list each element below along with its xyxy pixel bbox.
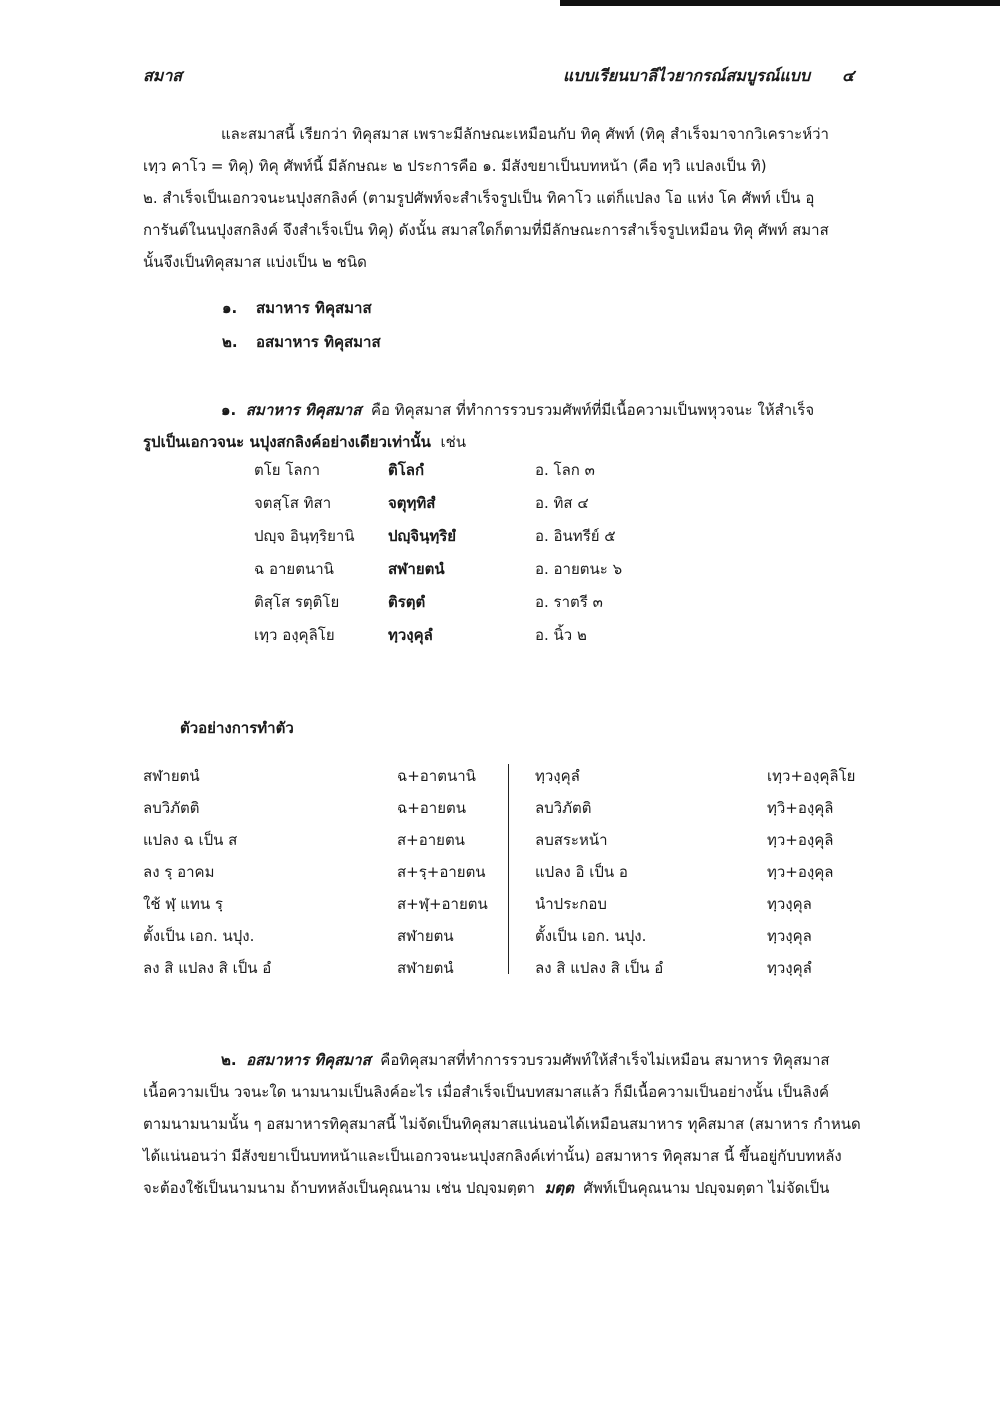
type-label: สมาหาร ทิคุสมาส bbox=[256, 299, 372, 317]
example-result: ติโลกํ bbox=[388, 461, 425, 479]
section1-text: คือ ทิคุสมาส ที่ทำการรวบรวมศัพท์ที่มีเนื้อความเป็นพหุวจนะ ให้สำเร็จ bbox=[370, 401, 815, 419]
derivation-form: ส+อายตน bbox=[397, 831, 465, 849]
type-number: ๒. bbox=[222, 333, 238, 351]
type-list-item bbox=[222, 330, 381, 354]
example-result: ปญฺจินฺทฺริยํ bbox=[388, 527, 457, 545]
example-pali: ติสฺโส รตฺติโย bbox=[254, 593, 340, 611]
section2-text: คือทิคุสมาสที่ทำการรวบรวมศัพท์ให้สำเร็จไม่เหมือน สมาหาร ทิคุสมาส bbox=[380, 1051, 830, 1069]
derivation-form: ฉ+อาตนานิ bbox=[397, 767, 476, 785]
type-label: อสมาหาร ทิคุสมาส bbox=[256, 333, 381, 351]
section2-line: เนื้อความเป็น วจนะใด นามนามเป็นลิงค์อะไร เมื่อสำเร็จเป็นบทสมาสแล้ว ก็มีเนื้อความเป็นอย่างนั้น เป็นลิงค์ bbox=[143, 1083, 830, 1101]
intro-paragraph bbox=[143, 118, 863, 278]
section2-title: อสมาหาร ทิคุสมาส bbox=[246, 1051, 371, 1069]
derivation-step: ใช้ ฬฺ แทน รฺ bbox=[143, 895, 223, 913]
derivation-form: ส+ฬฺ+อายตน bbox=[397, 895, 488, 913]
derivation-form: สฬายตนํ bbox=[397, 959, 454, 977]
example-pali: จตสฺโส ทิสา bbox=[254, 494, 332, 512]
section2-line: ได้แน่นอนว่า มีสังขยาเป็นบทหน้าและเป็นเอกวจนะนปุงสกลิงค์เท่านั้น) อสมาหาร ทิคุสมาส นี้ ขึ้นอยู่กับบทหลัง bbox=[143, 1147, 842, 1165]
derivation-form: ทฺว+องฺคุลิ bbox=[767, 831, 834, 849]
example-pali: ปญฺจ อินฺทฺริยานิ bbox=[254, 527, 355, 545]
example-pali: ฉ อายตนานิ bbox=[254, 560, 334, 578]
derivation-step: ลบสระหน้า bbox=[535, 831, 608, 849]
scan-edge-bar bbox=[560, 0, 1000, 6]
section2-line1 bbox=[143, 1044, 863, 1076]
derivation-form: ทฺวงฺคุลํ bbox=[767, 959, 812, 977]
example-meaning: อ. ราตรี ๓ bbox=[535, 593, 603, 611]
example-result: จตุทฺทิสํ bbox=[388, 494, 436, 512]
page-number: ๔ bbox=[842, 66, 855, 85]
derivation-step: ลบวิภัตติ bbox=[143, 799, 200, 817]
derivation-form: ฉ+อายตน bbox=[397, 799, 467, 817]
section2-emphasis: มตฺต bbox=[544, 1179, 574, 1197]
derivation-step: แปลง อิ เป็น อ bbox=[535, 863, 628, 881]
section2-text: ศัพท์เป็นคุณนาม ปญฺจมตฺตา ไม่จัดเป็น bbox=[583, 1179, 830, 1197]
example-meaning: อ. โลก ๓ bbox=[535, 461, 595, 479]
intro-line: และสมาสนี้ เรียกว่า ทิคุสมาส เพราะมีลักษณะเหมือนกับ ทิคุ ศัพท์ (ทิคุ สำเร็จมาจากวิเคราะห์ว่า bbox=[221, 125, 829, 143]
section2-paragraph bbox=[143, 1044, 863, 1204]
derivation-step: แปลง ฉ เป็น ส bbox=[143, 831, 238, 849]
derivation-step: ทฺวงฺคุลํ bbox=[535, 767, 580, 785]
derivation-step: ลบวิภัตติ bbox=[535, 799, 592, 817]
intro-line: ๒. สำเร็จเป็นเอกวจนะนปุงสกลิงค์ (ตามรูปศัพท์จะสำเร็จรูปเป็น ทิคาโว แต่ก็แปลง โอ แห่ง โค ศัพท์ เป็น อุ bbox=[143, 189, 815, 207]
intro-line: การันต์ในนปุงสกลิงค์ จึงสำเร็จเป็น ทิคุ) ดังนั้น สมาสใดก็ตามที่มีลักษณะการสำเร็จรูปเหมือน ทิคุ ศัพท์ สมาส bbox=[143, 221, 829, 239]
example-result: ทฺวงฺคุลํ bbox=[388, 626, 433, 644]
example-result: สฬายตนํ bbox=[388, 560, 445, 578]
section1-emphasis: รูปเป็นเอกวจนะ นปุงสกลิงค์อย่างเดียวเท่านั้น bbox=[143, 433, 431, 451]
derivation-step: ลง รฺ อาคม bbox=[143, 863, 215, 881]
derivation-step: ตั้งเป็น เอก. นปุง. bbox=[535, 927, 647, 945]
section1-line2 bbox=[143, 426, 863, 458]
type-number: ๑. bbox=[222, 299, 238, 317]
example-meaning: อ. นิ้ว ๒ bbox=[535, 626, 587, 644]
derivation-step: ตั้งเป็น เอก. นปุง. bbox=[143, 927, 255, 945]
intro-line: เทฺว คาโว = ทิคุ) ทิคุ ศัพท์นี้ มีลักษณะ ๒ ประการคือ ๑. มีสังขยาเป็นบทหน้า (คือ ทฺวิ แปลงเป็น ทิ) bbox=[143, 157, 767, 175]
derivation-step: สฬายตนํ bbox=[143, 767, 200, 785]
derivation-form: ทฺวงฺคุล bbox=[767, 895, 812, 913]
derivation-step: ลง สิ แปลง สิ เป็น อํ bbox=[143, 959, 272, 977]
section1-line1 bbox=[143, 394, 863, 426]
running-header-left: สมาส bbox=[143, 66, 183, 85]
derivation-divider bbox=[508, 764, 509, 974]
section1-number: ๑. bbox=[221, 401, 237, 419]
section1-text: เช่น bbox=[440, 433, 467, 451]
section2-text: จะต้องใช้เป็นนามนาม ถ้าบทหลังเป็นคุณนาม เช่น ปญฺจมตฺตา bbox=[143, 1179, 535, 1197]
example-meaning: อ. อายตนะ ๖ bbox=[535, 560, 623, 578]
type-list-item bbox=[222, 296, 372, 320]
section2-last-line bbox=[143, 1172, 863, 1204]
running-header-title: แบบเรียนบาลีไวยากรณ์สมบูรณ์แบบ bbox=[563, 66, 810, 85]
derivation-title: ตัวอย่างการทำตัว bbox=[180, 719, 294, 737]
example-pali: ตโย โลกา bbox=[254, 461, 321, 479]
section1-title: สมาหาร ทิคุสมาส bbox=[245, 401, 362, 419]
section2-line: ตามนามนามนั้น ๆ อสมาหารทิคุสมาสนี้ ไม่จัดเป็นทิคุสมาสแน่นอนได้เหมือนสมาหาร ทุคิสมาส (สมาหาร กำหนด bbox=[143, 1115, 861, 1133]
section1-paragraph bbox=[143, 394, 863, 458]
derivation-step: ลง สิ แปลง สิ เป็น อํ bbox=[535, 959, 664, 977]
example-result: ติรตฺตํ bbox=[388, 593, 426, 611]
derivation-step: นำประกอบ bbox=[535, 895, 607, 913]
example-pali: เทฺว องฺคุลิโย bbox=[254, 626, 335, 644]
derivation-form: ส+รฺ+อายตน bbox=[397, 863, 486, 881]
example-meaning: อ. อินทรีย์ ๕ bbox=[535, 527, 616, 545]
section2-number: ๒. bbox=[221, 1051, 237, 1069]
derivation-form: สฬายตน bbox=[397, 927, 454, 945]
example-meaning: อ. ทิส ๔ bbox=[535, 494, 589, 512]
intro-line: นั้นจึงเป็นทิคุสมาส แบ่งเป็น ๒ ชนิด bbox=[143, 253, 367, 271]
derivation-form: ทฺว+องฺคุล bbox=[767, 863, 834, 881]
derivation-form: เทฺว+องฺคุลิโย bbox=[767, 767, 856, 785]
derivation-form: ทฺวงฺคุล bbox=[767, 927, 812, 945]
derivation-form: ทฺวิ+องฺคุลิ bbox=[767, 799, 834, 817]
